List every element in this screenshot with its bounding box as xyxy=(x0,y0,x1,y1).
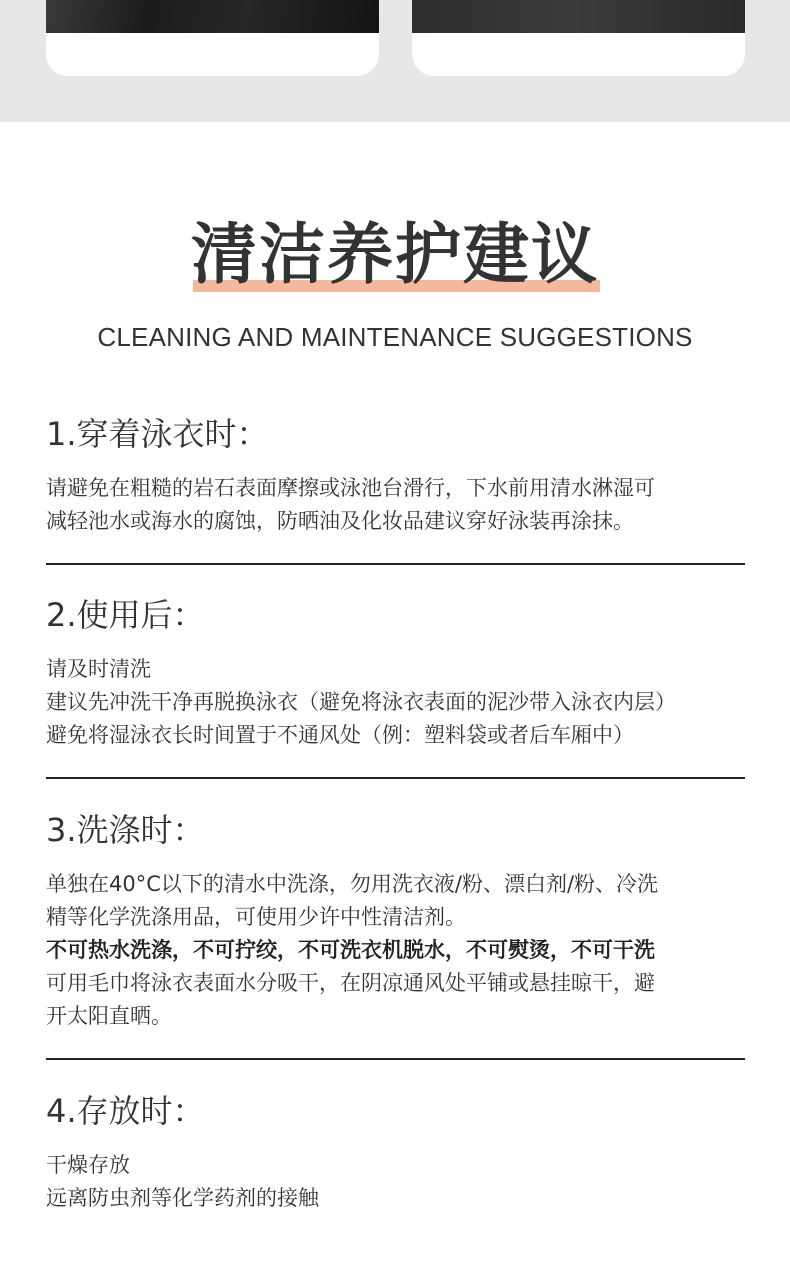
body-line: 干燥存放 xyxy=(46,1153,130,1177)
body-line: 减轻池水或海水的腐蚀，防晒油及化妆品建议穿好泳装再涂抹。 xyxy=(46,509,634,533)
body-line: 精等化学洗涤用品，可使用少许中性清洁剂。 xyxy=(46,905,466,929)
section-divider xyxy=(46,563,745,565)
section-title: 4.存放时： xyxy=(46,1092,205,1130)
body-line: 请及时清洗 xyxy=(46,657,151,681)
page-title: 清洁养护建议 xyxy=(191,216,599,293)
body-line: 开太阳直晒。 xyxy=(46,1004,172,1028)
washing-warning-line: 不可热水洗涤，不可拧绞，不可洗衣机脱水，不可熨烫，不可干洗 xyxy=(46,938,655,962)
product-card-right xyxy=(412,0,745,76)
product-card-left xyxy=(46,0,379,76)
body-line: 可用毛巾将泳衣表面水分吸干，在阴凉通风处平铺或悬挂晾干，避 xyxy=(46,971,655,995)
section-title: 2.使用后： xyxy=(46,596,205,634)
section-body xyxy=(46,653,766,752)
section-title: 1.穿着泳衣时： xyxy=(46,415,269,453)
section-body xyxy=(46,1149,766,1215)
body-line: 远离防虫剂等化学药剂的接触 xyxy=(46,1186,319,1210)
body-line: 建议先冲洗干净再脱换泳衣（避免将泳衣表面的泥沙带入泳衣内层） xyxy=(46,690,676,714)
section-after-use xyxy=(46,595,766,752)
product-photo-right xyxy=(412,0,745,33)
section-title: 3.洗涤时： xyxy=(46,811,205,849)
body-line: 请避免在粗糙的岩石表面摩擦或泳池台滑行，下水前用清水淋湿可 xyxy=(46,476,655,500)
section-washing xyxy=(46,810,766,1033)
section-body xyxy=(46,868,766,1033)
section-storage xyxy=(46,1091,766,1215)
page-subtitle: CLEANING AND MAINTENANCE SUGGESTIONS xyxy=(97,322,693,352)
section-wearing xyxy=(46,414,766,538)
section-body xyxy=(46,472,766,538)
section-divider xyxy=(46,777,745,779)
product-photo-left xyxy=(46,0,379,33)
body-line: 单独在40°C以下的清水中洗涤，勿用洗衣液/粉、漂白剂/粉、冷洗 xyxy=(46,872,659,896)
section-divider xyxy=(46,1058,745,1060)
body-line: 避免将湿泳衣长时间置于不通风处（例：塑料袋或者后车厢中） xyxy=(46,723,634,747)
top-product-band xyxy=(0,0,790,122)
heading-wrap xyxy=(0,212,790,298)
